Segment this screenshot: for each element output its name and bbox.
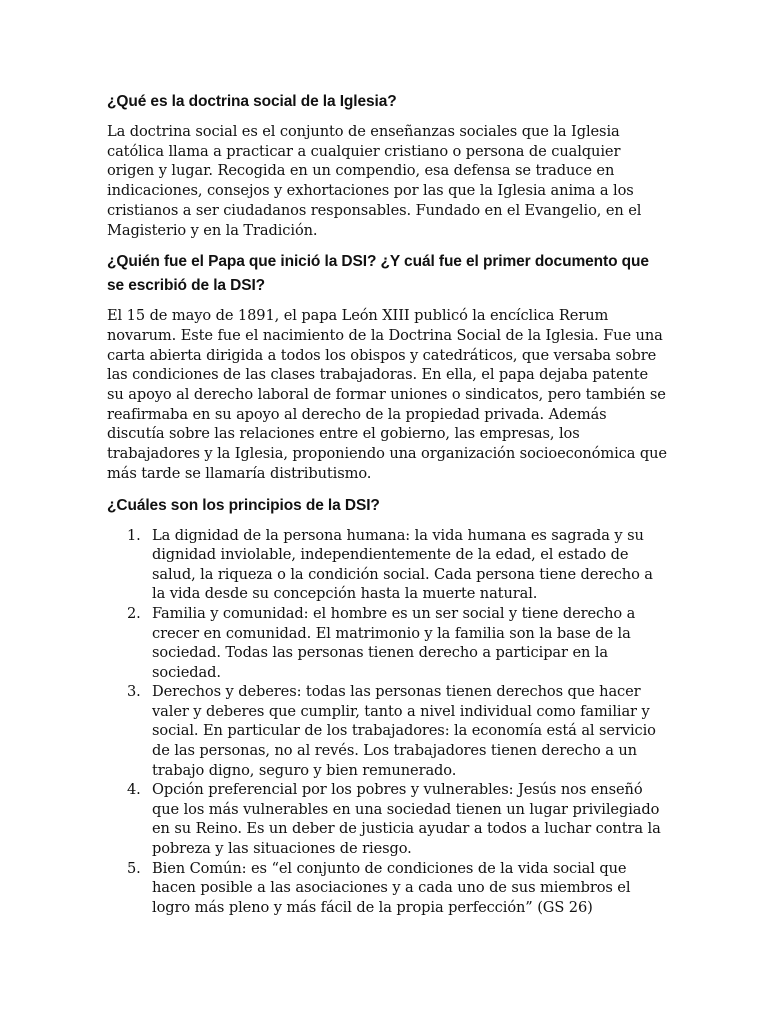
list-item-number: 1. [127, 526, 141, 544]
principles-list [107, 526, 667, 918]
list-item [107, 859, 667, 918]
paragraph-rerum-novarum: El 15 de mayo de 1891, el papa León XIII publicó la encíclica Rerum novarum. Este fue el nacimiento de la Doctrina Social de la Iglesia. Fue una carta abierta dirigida a todos los obispos y catedráticos, que versaba sobre las condiciones de las clases trabajadoras. En ella, el papa dejaba patente su apoyo al derecho laboral de formar uniones o sindicatos, pero también se reafirmaba en su apoyo al derecho de la propiedad privada. Además discutía sobre las relaciones entre el gobierno, las empresas, los trabajadores y la Iglesia, proponiendo una organización socioeconómica que más tarde se llamaría distributismo. [107, 307, 667, 482]
list-item [107, 682, 667, 780]
list-item [107, 780, 667, 858]
heading-principles: ¿Cuáles son los principios de la DSI? [107, 496, 380, 514]
list-item [107, 604, 667, 682]
heading-what-is-dsi: ¿Qué es la doctrina social de la Iglesia? [107, 93, 397, 110]
document-page [107, 90, 667, 917]
list-item-text: Familia y comunidad: el hombre es un ser social y tiene derecho a crecer en comunidad. El matrimonio y la familia son la base de la sociedad. Todas las personas tienen derecho a participar en la sociedad. [152, 604, 636, 681]
list-item [107, 526, 667, 604]
list-item-number: 3. [127, 683, 141, 701]
list-item-number: 5. [127, 859, 141, 877]
list-item-text: Opción preferencial por los pobres y vulnerables: Jesús nos enseñó que los más vulnerables en una sociedad tienen un lugar privilegiado en su Reino. Es un deber de justicia ayudar a todos a luchar contra la pobreza y las situaciones de riesgo. [152, 781, 661, 858]
list-item-text: Derechos y deberes: todas las personas tienen derechos que hacer valer y deberes que cumplir, tanto a nivel individual como familiar y social. En particular de los trabajadores: la economía está al servicio de las personas, no al revés. Los trabajadores tienen derecho a un trabajo digno, seguro y bien remunerado. [152, 683, 656, 779]
list-item-number: 4. [127, 781, 141, 799]
list-item-number: 2. [127, 604, 141, 622]
list-item-text: La dignidad de la persona humana: la vida humana es sagrada y su dignidad inviolable, independientemente de la edad, el estado de salud, la riqueza o la condición social. Cada persona tiene derecho a la vida desde su concepción hasta la muerte natural. [152, 526, 653, 603]
list-item-text: Bien Común: es “el conjunto de condiciones de la vida social que hacen posible a las asociaciones y a cada uno de sus miembros el logro más pleno y más fácil de la propia perfección” (GS 26) [152, 859, 631, 916]
heading-first-pope-document: ¿Quién fue el Papa que inició la DSI? ¿Y cuál fue el primer documento que se escribió de la DSI? [107, 253, 649, 295]
paragraph-what-is-dsi: La doctrina social es el conjunto de enseñanzas sociales que la Iglesia católica llama a practicar a cualquier cristiano o persona de cualquier origen y lugar. Recogida en un compendio, esa defensa se traduce en indicaciones, consejos y exhortaciones por las que la Iglesia anima a los cristianos a ser ciudadanos responsables. Fundado en el Evangelio, en el Magisterio y en la Tradición. [107, 123, 642, 239]
